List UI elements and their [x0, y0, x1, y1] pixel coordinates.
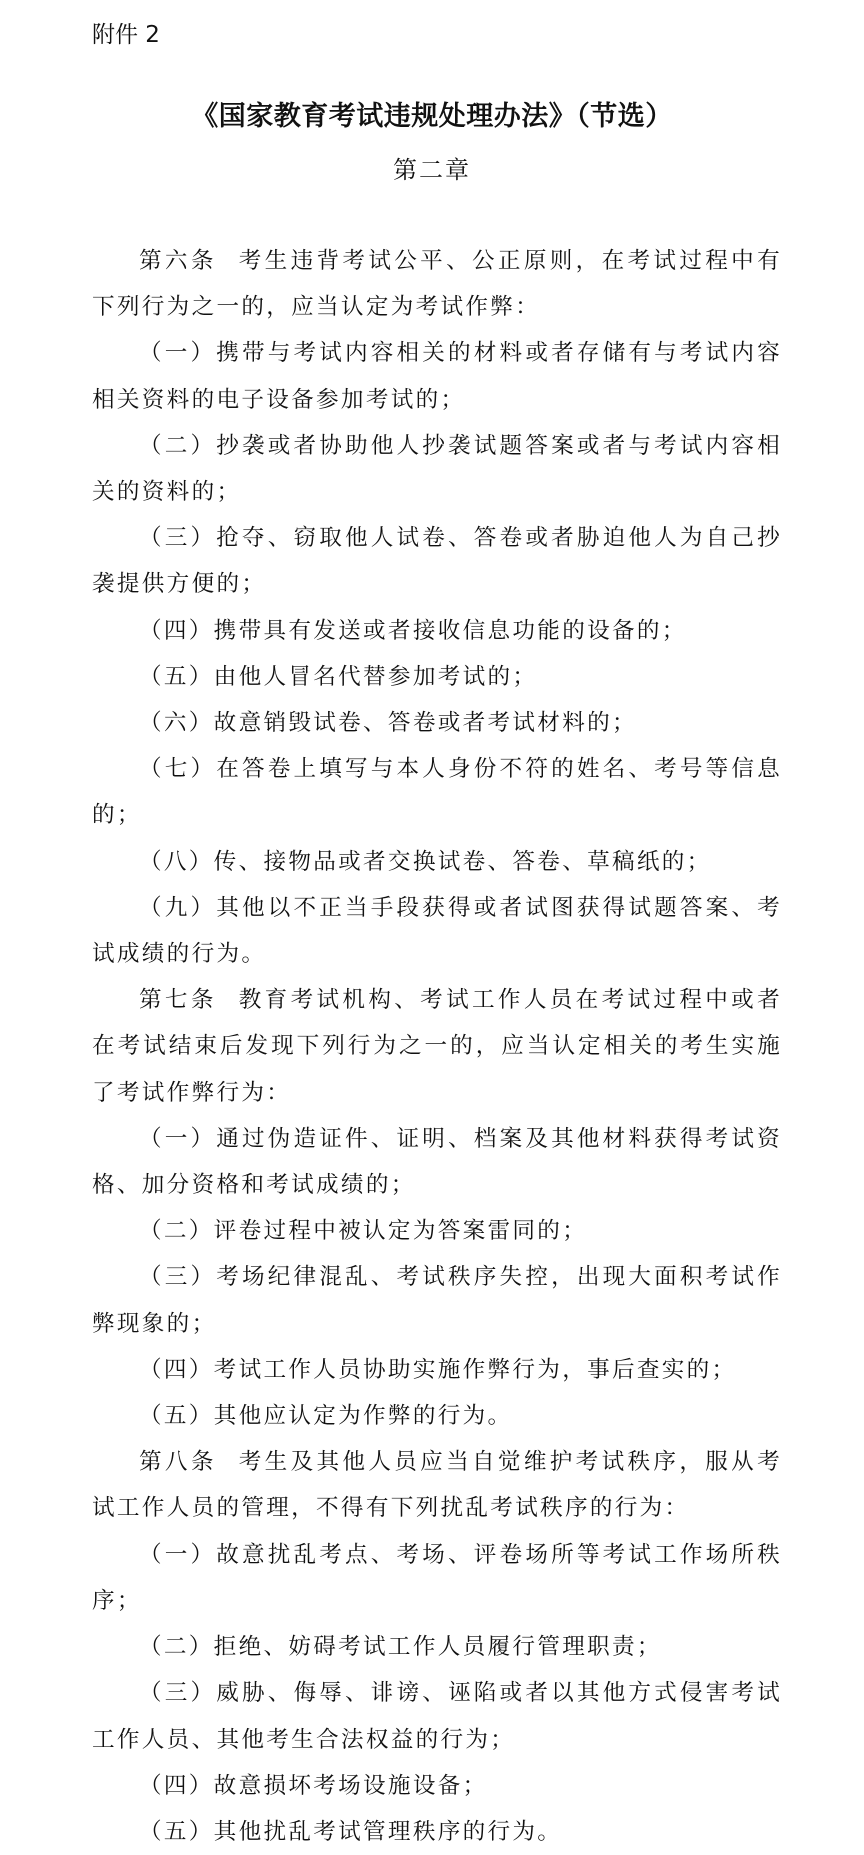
list-item: （六）故意销毁试卷、答卷或者考试材料的；	[139, 710, 637, 737]
paragraph-text: 考生违背考试公平、公正原则，在考试过程中有下列行为之一的，应当认定为考试作弊：	[92, 248, 782, 321]
list-item: （一）携带与考试内容相关的材料或者存储有与考试内容相关资料的电子设备参加考试的；	[92, 340, 782, 413]
list-item: （二）抄袭或者协助他人抄袭试题答案或者与考试内容相关的资料的；	[92, 432, 782, 506]
list-item: （二）拒绝、妨碍考试工作人员履行管理职责；	[139, 1634, 662, 1661]
list-item: （四）携带具有发送或者接收信息功能的设备的；	[139, 617, 687, 644]
list-item: （三）考场纪律混乱、考试秩序失控，出现大面积考试作弊现象的；	[92, 1264, 782, 1337]
attachment-label: 附件 2	[92, 22, 160, 48]
paragraph-text: 教育考试机构、考试工作人员在考试过程中或者在考试结束后发现下列行为之一的，应当认定相关的考生实施了考试作弊行为：	[92, 987, 782, 1106]
chapter-heading: 第二章	[393, 156, 471, 184]
list-item: （九）其他以不正当手段获得或者试图获得试题答案、考试成绩的行为。	[92, 894, 782, 968]
list-item: （一）通过伪造证件、证明、档案及其他材料获得考试资格、加分资格和考试成绩的；	[92, 1125, 782, 1199]
list-item: （四）故意损坏考场设施设备；	[139, 1772, 488, 1799]
document-body	[92, 238, 782, 1855]
article-paragraph	[92, 1439, 782, 1531]
article-number: 第八条	[139, 1449, 217, 1476]
list-item: （八）传、接物品或者交换试卷、答卷、草稿纸的；	[139, 848, 712, 875]
document-title: 《国家教育考试违规处理办法》（节选）	[191, 101, 673, 132]
article-paragraph	[92, 238, 782, 330]
list-item: （二）评卷过程中被认定为答案雷同的；	[139, 1218, 588, 1245]
list-item: （一）故意扰乱考点、考场、评卷场所等考试工作场所秩序；	[92, 1541, 782, 1614]
list-item: （三）威胁、侮辱、诽谤、诬陷或者以其他方式侵害考试工作人员、其他考生合法权益的行为；	[92, 1680, 782, 1753]
list-item: （五）其他应认定为作弊的行为。	[139, 1403, 513, 1430]
list-item: （四）考试工作人员协助实施作弊行为，事后查实的；	[139, 1356, 737, 1383]
list-item: （五）其他扰乱考试管理秩序的行为。	[139, 1818, 563, 1845]
paragraph-text: 考生及其他人员应当自觉维护考试秩序，服从考试工作人员的管理，不得有下列扰乱考试秩序的行为：	[92, 1449, 782, 1522]
list-item: （五）由他人冒名代替参加考试的；	[139, 663, 538, 690]
list-item: （三）抢夺、窃取他人试卷、答卷或者胁迫他人为自己抄袭提供方便的；	[92, 525, 782, 598]
article-paragraph	[92, 977, 782, 1116]
list-item: （七）在答卷上填写与本人身份不符的姓名、考号等信息的；	[92, 756, 782, 829]
article-number: 第六条	[139, 248, 217, 274]
article-number: 第七条	[139, 987, 217, 1014]
